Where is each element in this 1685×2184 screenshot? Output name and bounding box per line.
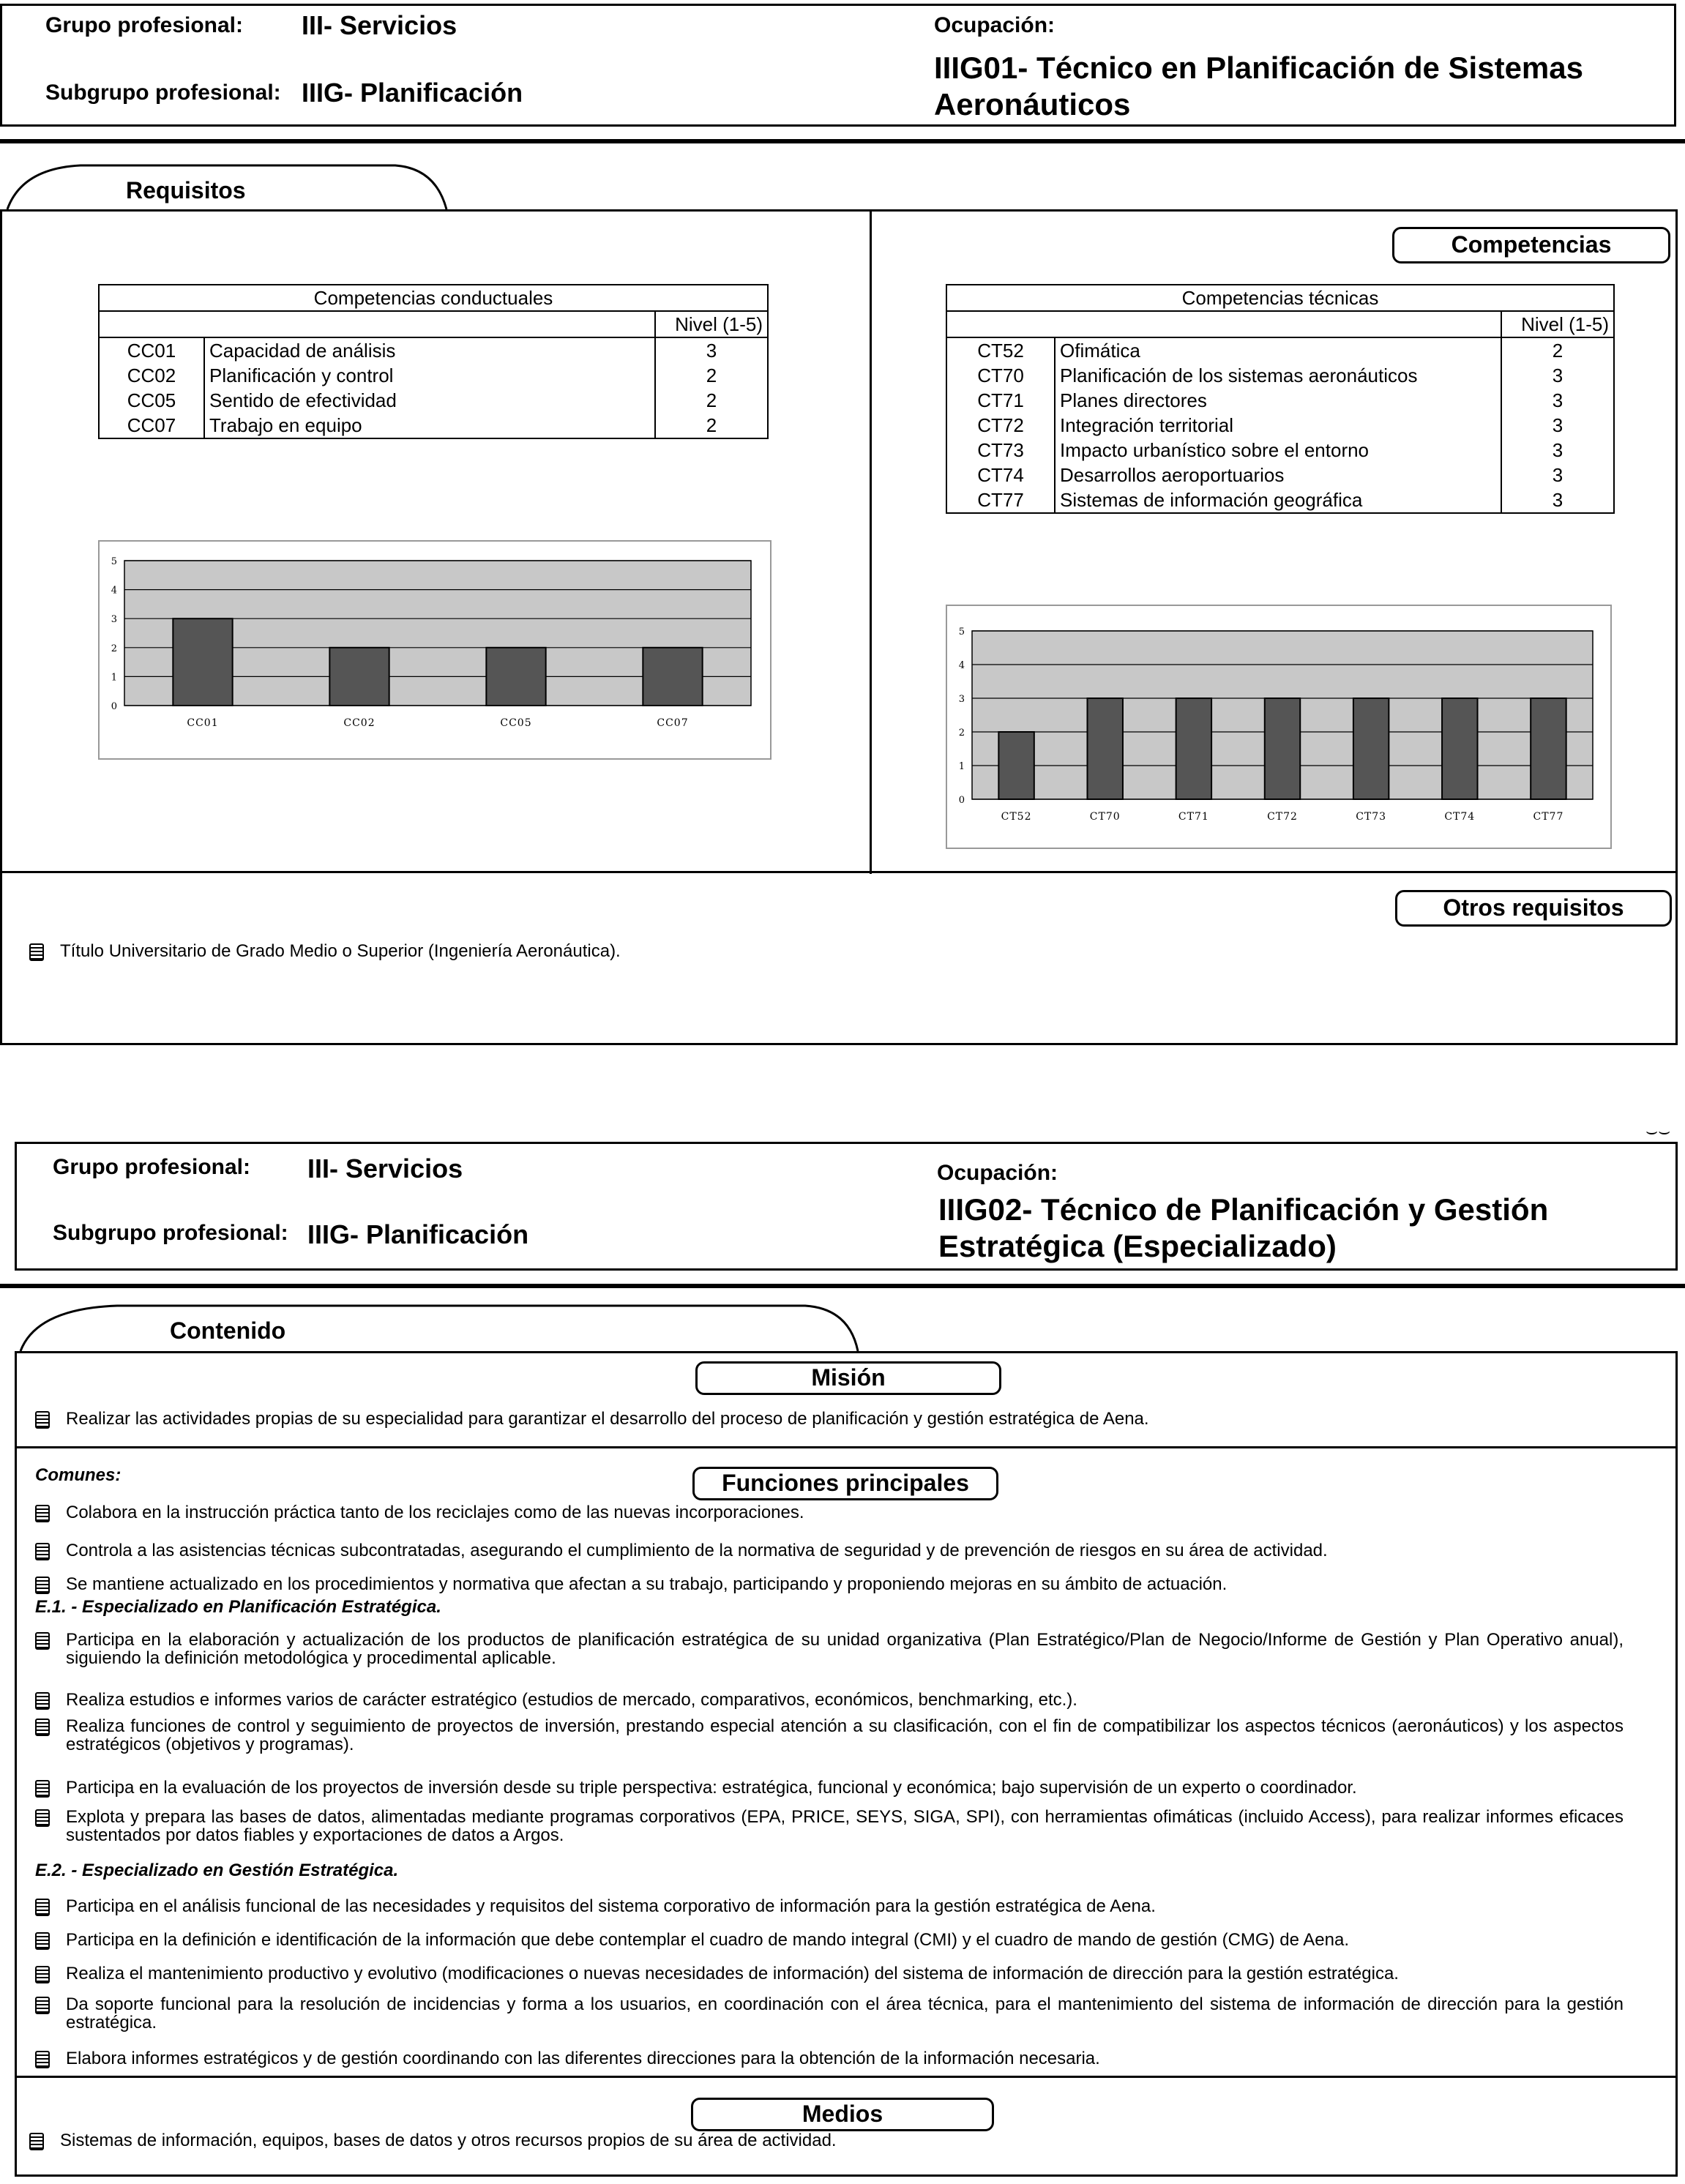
contenido-tab-shape: [15, 1303, 864, 1354]
ocupacion-label-1: Ocupación:: [934, 13, 1056, 37]
x-tick-label: CT74: [1444, 811, 1476, 823]
y-tick-label: 1: [111, 672, 117, 684]
requisitos-tab: Requisitos: [126, 177, 246, 203]
medios-item: Sistemas de información, equipos, bases de datos y otros recursos propios de su área de actividad.: [29, 2131, 1618, 2150]
y-tick-label: 1: [958, 761, 965, 772]
grupo-label-1: Grupo profesional:: [45, 13, 243, 37]
e2-section-label: E.2. - Especializado en Gestión Estratégica.: [35, 1860, 399, 1880]
ocupacion-label-2: Ocupación:: [937, 1161, 1058, 1185]
ct-nivel-header: Nivel (1-5): [1501, 311, 1614, 337]
table-row: CT52 Ofimática 2: [946, 337, 1614, 363]
list-item: Participa en la evaluación de los proyectos de inversión desde su triple perspectiva: estratégica, funcional y económica; bajo supervisión de un experto o coordinador.: [35, 1779, 1624, 1797]
document-bullet-icon: [35, 1719, 50, 1736]
cc-nivel-header: Nivel (1-5): [655, 311, 768, 337]
cc-table: [98, 284, 769, 439]
x-tick-label: CT77: [1533, 811, 1564, 823]
table-row: CT71 Planes directores 3: [946, 388, 1614, 413]
ct-bar-chart: [946, 605, 1612, 849]
bar: [486, 648, 545, 706]
list-item: Elabora informes estratégicos y de gestión coordinando con las diferentes direcciones para la obtención de la información necesaria.: [35, 2049, 1624, 2068]
x-tick-label: CC01: [187, 717, 219, 729]
y-tick-label: 4: [111, 585, 117, 597]
divider-1: [0, 139, 1685, 143]
list-item: Se mantiene actualizado en los procedimientos y normativa que afectan a su trabajo, participando y proponiendo mejoras en su ámbito de actuación.: [35, 1575, 1624, 1593]
otros-requisito-item: Título Universitario de Grado Medio o Superior (Ingeniería Aeronáutica).: [29, 942, 1640, 960]
grupo-value-1: III- Servicios: [302, 10, 457, 40]
grupo-label-2: Grupo profesional:: [53, 1155, 250, 1179]
table-row: CT74 Desarrollos aeroportuarios 3: [946, 463, 1614, 487]
document-bullet-icon: [35, 1543, 50, 1560]
y-tick-label: 4: [958, 660, 965, 671]
subgrupo-value-1: IIIG- Planificación: [302, 78, 523, 108]
bar: [643, 648, 702, 706]
e1-section-label: E.1. - Especializado en Planificación Estratégica.: [35, 1597, 441, 1617]
table-row: CC07 Trabajo en equipo 2: [99, 413, 768, 438]
mision-label: Misión: [695, 1361, 1001, 1395]
table-row: CT73 Impacto urbanístico sobre el entorno 3: [946, 438, 1614, 463]
funciones-principales-label: Funciones principales: [692, 1467, 998, 1500]
bar: [1531, 698, 1566, 799]
y-tick-label: 5: [958, 627, 965, 637]
list-item: Explota y prepara las bases de datos, alimentadas mediante programas corporativos (EPA, PRICE, SEYS, SIGA, SPI), con herramientas ofimáticas (incluido Access), para realizar informes eficaces sustentados por datos fiables y exportaciones de datos a Argos.: [35, 1808, 1624, 1844]
table-row: CT72 Integración territorial 3: [946, 413, 1614, 438]
document-bullet-icon: [35, 1997, 50, 2014]
document-bullet-icon: [35, 1505, 50, 1522]
frame-divider-top: [15, 1446, 1678, 1448]
subgrupo-value-2: IIIG- Planificación: [307, 1219, 529, 1249]
list-item: Realiza funciones de control y seguimiento de proyectos de inversión, prestando especial atención a su clasificación, con el fin de compatibilizar los aspectos técnicos (aeronáuticos) y los aspectos estratégicos (objetivos y programas).: [35, 1717, 1624, 1754]
document-bullet-icon: [35, 1899, 50, 1916]
bar: [998, 732, 1034, 799]
bar: [1353, 698, 1389, 799]
ocupacion-line2-2: Estratégica (Especializado): [938, 1229, 1337, 1263]
list-item: Participa en el análisis funcional de las necesidades y requisitos del sistema corporativo de información para la gestión estratégica de Aena.: [35, 1897, 1624, 1915]
document-bullet-icon: [35, 2051, 50, 2068]
table-row: CC05 Sentido de efectividad 2: [99, 388, 768, 413]
page-mark: ⌣⌣: [1645, 1120, 1671, 1142]
ct-table-title: Competencias técnicas: [946, 285, 1614, 311]
ocupacion-line1-2: IIIG02- Técnico de Planificación y Gestión: [938, 1192, 1549, 1227]
ocupacion-line2-1: Aeronáuticos: [934, 87, 1131, 121]
cc-table-title: Competencias conductuales: [99, 285, 768, 311]
x-tick-label: CT71: [1178, 811, 1209, 823]
y-tick-label: 2: [958, 728, 965, 738]
bar: [1265, 698, 1300, 799]
comunes-label: Comunes:: [35, 1465, 122, 1485]
list-item: Participa en la elaboración y actualización de los productos de planificación estratégica de su unidad organizativa (Plan Estratégico/Plan de Negocio/Informe de Gestión y Plan Operativo anual), siguiendo la definición metodológica y procedimental aplicable.: [35, 1631, 1624, 1667]
table-row: CC02 Planificación y control 2: [99, 363, 768, 388]
list-item: Realiza el mantenimiento productivo y evolutivo (modificaciones o nuevas necesidades de información) del sistema de información de dirección para la gestión estratégica.: [35, 1964, 1624, 1983]
y-tick-label: 3: [958, 694, 965, 705]
bar: [173, 618, 232, 706]
y-tick-label: 0: [958, 795, 965, 806]
y-tick-label: 3: [111, 614, 117, 626]
competencias-label: Competencias: [1392, 227, 1670, 263]
bar: [1176, 698, 1211, 799]
document-bullet-icon: [35, 1780, 50, 1798]
bar: [1442, 698, 1477, 799]
document-bullet-icon: [35, 1932, 50, 1950]
medios-label: Medios: [691, 2098, 994, 2131]
otros-requisitos-label: Otros requisitos: [1395, 890, 1672, 927]
document-bullet-icon: [35, 1411, 50, 1429]
x-tick-label: CT70: [1089, 811, 1121, 823]
list-item: Colabora en la instrucción práctica tanto de los reciclajes como de las nuevas incorporaciones.: [35, 1503, 1624, 1522]
subgrupo-label-2: Subgrupo profesional:: [53, 1221, 288, 1245]
contenido-tab: Contenido: [170, 1317, 286, 1344]
document-bullet-icon: [35, 1577, 50, 1594]
x-tick-label: CT72: [1267, 811, 1298, 823]
list-item: Da soporte funcional para la resolución de incidencias y forma a los usuarios, en coordinación con el área técnica, para el mantenimiento del sistema de información de dirección para la gestión estratégica.: [35, 1995, 1624, 2032]
subgrupo-label-1: Subgrupo profesional:: [45, 81, 281, 105]
frame-divider-bottom: [15, 2076, 1678, 2078]
document-bullet-icon: [35, 1966, 50, 1983]
y-tick-label: 0: [111, 701, 117, 712]
bar: [1087, 698, 1122, 799]
table-row: CT70 Planificación de los sistemas aeronáuticos 3: [946, 363, 1614, 388]
bar: [329, 648, 389, 706]
ct-table: [946, 284, 1615, 514]
x-tick-label: CT52: [1001, 811, 1032, 823]
document-bullet-icon: [29, 2133, 44, 2150]
y-tick-label: 5: [111, 556, 117, 567]
list-item: Controla a las asistencias técnicas subcontratadas, asegurando el cumplimiento de la normativa de seguridad y de prevención de riesgos en su área de actividad.: [35, 1541, 1624, 1560]
table-row: CT77 Sistemas de información geográfica 3: [946, 487, 1614, 513]
y-tick-label: 2: [111, 643, 117, 654]
divider-2: [0, 1284, 1685, 1288]
document-bullet-icon: [35, 1632, 50, 1650]
horizontal-divider: [0, 871, 1678, 873]
document-bullet-icon: [29, 943, 44, 961]
list-item: Participa en la definición e identificación de la información que debe contemplar el cuadro de mando integral (CMI) y el cuadro de mando de gestión (CMG) de Aena.: [35, 1931, 1624, 1949]
x-tick-label: CC07: [657, 717, 689, 729]
x-tick-label: CC05: [500, 717, 532, 729]
table-row: CC01 Capacidad de análisis 3: [99, 337, 768, 363]
x-tick-label: CC02: [343, 717, 376, 729]
list-item: Realiza estudios e informes varios de carácter estratégico (estudios de mercado, comparativos, económicos, benchmarking, etc.).: [35, 1691, 1624, 1709]
x-tick-label: CT73: [1356, 811, 1387, 823]
cc-bar-chart: [98, 540, 771, 760]
grupo-value-2: III- Servicios: [307, 1153, 463, 1183]
vertical-divider: [870, 209, 872, 874]
document-bullet-icon: [35, 1692, 50, 1710]
mision-item: Realizar las actividades propias de su especialidad para garantizar el desarrollo del proceso de planificación y gestión estratégica de Aena.: [35, 1410, 1624, 1428]
ocupacion-line1-1: IIIG01- Técnico en Planificación de Sistemas: [934, 51, 1583, 85]
document-bullet-icon: [35, 1809, 50, 1827]
